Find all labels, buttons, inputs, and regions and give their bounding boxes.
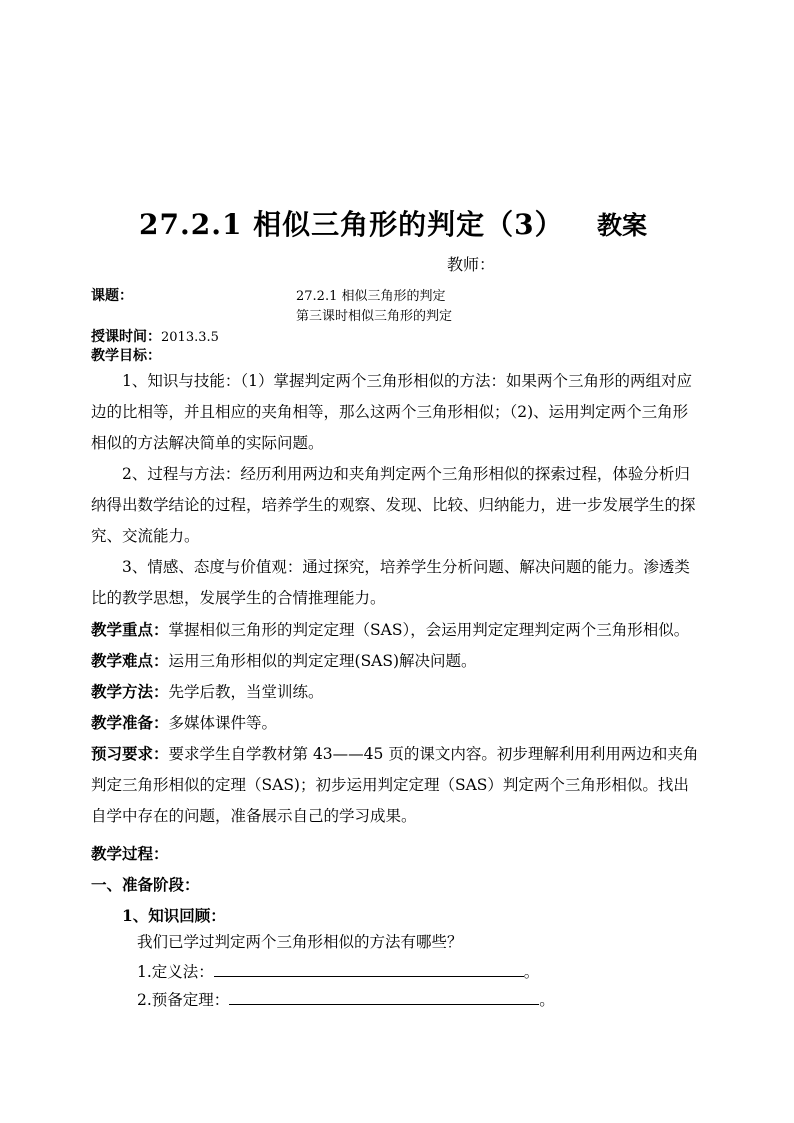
preview-text: 要求学生自学教材第 43——45 页的课文内容。初步理解利用利用两边和夹角判定三角形相似的定理（SAS)；初步运用判定定理（SAS）判定两个三角形相似。找出自学中存在的问题，准备展示自己的学习成果。	[91, 745, 699, 825]
time-label: 授课时间：	[91, 329, 161, 345]
method-text: 先学后教，当堂训练。	[168, 683, 324, 701]
method-row	[91, 676, 703, 708]
review-question: 我们已学过判定两个三角形相似的方法有哪些？	[137, 933, 463, 951]
difficulty-label: 教学难点：	[91, 651, 169, 670]
review-label: 1、知识回顾：	[122, 906, 226, 925]
review-item-2-label: 2.预备定理：	[137, 991, 230, 1009]
document-title-suffix: 教案	[597, 211, 648, 240]
key-point-row	[91, 614, 703, 646]
review-item-1	[137, 960, 539, 982]
key-point-label: 教学重点：	[91, 620, 169, 639]
review-item-1-blank[interactable]	[214, 962, 524, 977]
preview-label: 预习要求：	[91, 744, 169, 763]
topic-line-2: 第三课时相似三角形的判定	[296, 309, 453, 324]
stage1-label: 一、准备阶段：	[91, 875, 200, 894]
goals-label: 教学目标：	[91, 348, 161, 364]
document-title: 27.2.1 相似三角形的判定（3）	[139, 208, 564, 241]
preview-row	[91, 738, 703, 832]
prep-text: 多媒体课件等。	[168, 714, 278, 732]
review-item-2	[137, 988, 555, 1010]
review-item-1-label: 1.定义法：	[137, 963, 214, 981]
goal-item-2: 2、过程与方法：经历利用两边和夹角判定两个三角形相似的探索过程，体验分析归纳得出数学结论的过程，培养学生的观察、发现、比较、归纳能力，进一步发展学生的探究、交流能力。	[91, 465, 696, 545]
difficulty-text: 运用三角形相似的判定定理(SAS)解决问题。	[168, 652, 477, 670]
method-label: 教学方法：	[91, 682, 169, 701]
goal-item-3: 3、情感、态度与价值观：通过探究，培养学生分析问题、解决问题的能力。渗透类比的教学思想，发展学生的合情推理能力。	[91, 558, 690, 607]
difficulty-row	[91, 645, 703, 677]
key-point-text: 掌握相似三角形的判定定理（SAS），会运用判定定理判定两个三角形相似。	[168, 621, 690, 639]
review-item-2-blank[interactable]	[229, 990, 539, 1005]
prep-row	[91, 707, 703, 739]
teacher-label: 教师：	[447, 255, 496, 274]
time-value: 2013.3.5	[161, 330, 219, 345]
topic-label: 课题：	[91, 288, 133, 304]
goal-item-1: 1、知识与技能：（1）掌握判定两个三角形相似的方法：如果两个三角形的两组对应边的比相等，并且相应的夹角相等，那么这两个三角形相似；（2)、运用判定两个三角形相似的方法解决简单的实际问题。	[91, 372, 692, 452]
topic-line-1: 27.2.1 相似三角形的判定	[296, 289, 446, 304]
review-item-1-end: 。	[523, 963, 540, 981]
process-label: 教学过程：	[91, 844, 169, 863]
time-row	[91, 326, 219, 346]
review-item-2-end: 。	[539, 991, 555, 1009]
prep-label: 教学准备：	[91, 713, 169, 732]
